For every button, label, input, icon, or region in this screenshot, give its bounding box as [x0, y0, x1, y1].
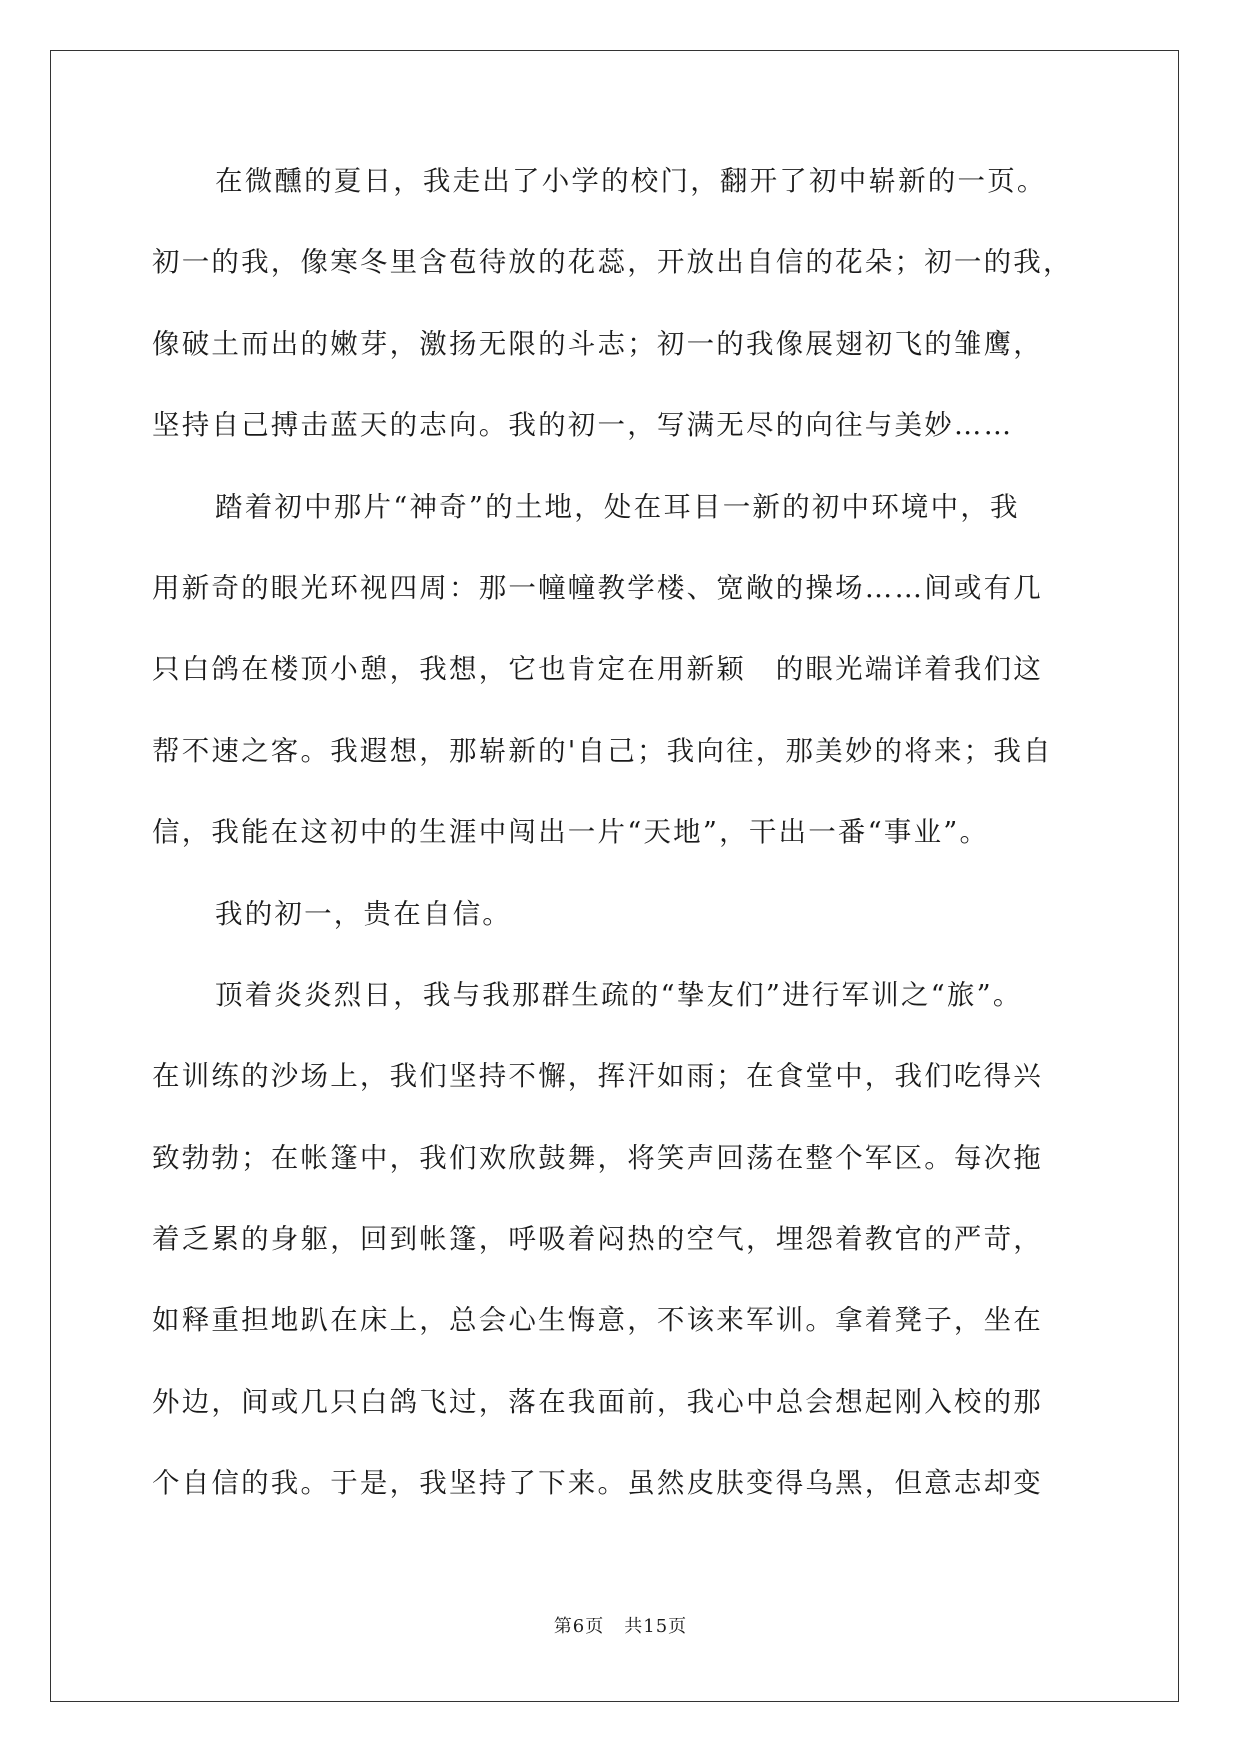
text-line: 如释重担地趴在床上，总会心生悔意，不该来军训。拿着凳子，坐在 [152, 1304, 1043, 1337]
text-line: 在训练的沙场上，我们坚持不懈，挥汗如雨；在食堂中，我们吃得兴 [152, 1060, 1043, 1093]
text-line: 致勃勃；在帐篷中，我们欢欣鼓舞，将笑声回荡在整个军区。每次拖 [152, 1141, 1043, 1174]
page-number: 第6页 [553, 1616, 605, 1637]
page-total: 共15页 [624, 1616, 688, 1637]
text-line: 我的初一，贵在自信。 [215, 897, 512, 930]
essay-body [152, 163, 1127, 1547]
page-footer [0, 1612, 1241, 1638]
text-line: 帮不速之客。我遐想，那崭新的'自己；我向往，那美妙的将来；我自 [152, 734, 1053, 767]
text-line: 初一的我，像寒冬里含苞待放的花蕊，开放出自信的花朵；初一的我， [152, 246, 1073, 279]
text-line: 像破土而出的嫩芽，激扬无限的斗志；初一的我像展翅初飞的雏鹰， [152, 327, 1043, 360]
text-line: 只白鸽在楼顶小憩，我想，它也肯定在用新颖 的眼光端详着我们这 [152, 653, 1043, 686]
text-line: 个自信的我。于是，我坚持了下来。虽然皮肤变得乌黑，但意志却变 [152, 1467, 1043, 1500]
text-line: 坚持自己搏击蓝天的志向。我的初一，写满无尽的向往与美妙…… [152, 409, 1014, 442]
text-line: 信，我能在这初中的生涯中闯出一片“天地”，干出一番“事业”。 [152, 816, 990, 849]
text-line: 顶着炎炎烈日，我与我那群生疏的“挚友们”进行军训之“旅”。 [215, 978, 1023, 1011]
text-line: 外边，间或几只白鸽飞过，落在我面前，我心中总会想起刚入校的那 [152, 1385, 1043, 1418]
text-line: 踏着初中那片“神奇”的土地，处在耳目一新的初中环境中，我 [215, 490, 1020, 523]
text-line: 在微醺的夏日，我走出了小学的校门，翻开了初中崭新的一页。 [215, 165, 1047, 197]
text-line: 着乏累的身躯，回到帐篷，呼吸着闷热的空气，埋怨着教官的严苛， [152, 1223, 1043, 1256]
text-line: 用新奇的眼光环视四周：那一幢幢教学楼、宽敞的操场……间或有几 [152, 571, 1043, 604]
